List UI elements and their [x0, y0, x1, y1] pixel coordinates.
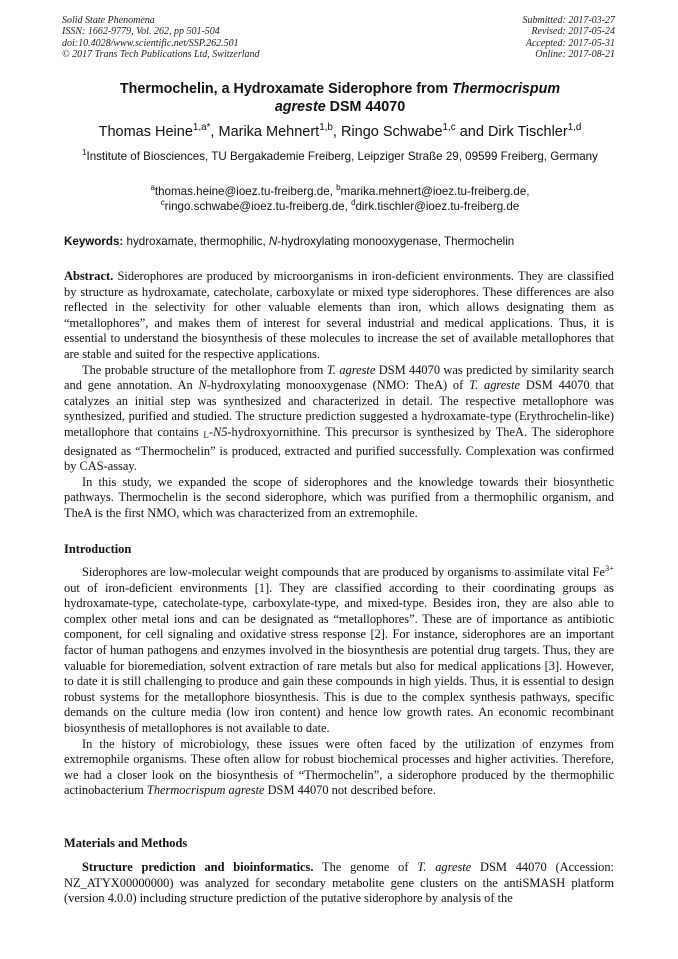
species-name: T. agreste — [417, 860, 472, 874]
email-mark: c — [160, 198, 165, 208]
paragraph-text: DSM 44070 that catalyzes an initial step was synthesized and characterized in detail. The respective metallophore was synthesized, purified and studied. The structure prediction suggested a hydroxamate-type (Erythrochelin-like) metallophore that contains — [64, 378, 614, 439]
paragraph-text: DSM 44070 (Accession: NZ_ATYX00000000) was analyzed for secondary metabolite gene clusters on the antiSMASH platform (version 4.0.0) including structure prediction of the putative siderophore by analysis of the — [64, 860, 614, 906]
affiliation-mark: 1 — [82, 148, 87, 158]
paragraph-text: -hydroxyornithine. This precursor is synthesized by TheA. The siderophore designated as “Thermochelin” is produced, extracted and purified successfully. Complexation was confirmed by CAS-assay. — [64, 424, 614, 474]
section-heading-methods: Materials and Methods — [64, 836, 188, 850]
keywords-label: Keywords: — [64, 235, 124, 248]
title-strain: DSM 44070 — [325, 98, 406, 115]
body-paragraph — [64, 737, 614, 799]
author-separator: , — [332, 124, 341, 140]
section-heading-introduction: Introduction — [64, 542, 132, 556]
italic-text: N5 — [212, 424, 228, 439]
keywords — [64, 235, 624, 248]
keywords-italic: N — [268, 235, 278, 248]
submitted-date: Submitted: 2017-03-27 — [522, 15, 615, 26]
title-line-2 — [60, 99, 620, 117]
paragraph-text: Siderophores are produced by microorganisms in iron-deficient environments. They are classified by structure as hydroxamate, catecholate, carboxylate or mixed type siderophores. These differences are also reflected in the selectivity for other valuable elements than iron, which allows designating them as “metallophores”, and makes them of interest for several industrial and medical applications. Thus, it is essential to understand the biosynthesis of these molecules to increase the set of available metallophores that are stable and suited for the respective applications. — [64, 269, 614, 361]
author-list — [40, 124, 640, 140]
email-line-1 — [80, 184, 600, 199]
doi-line[interactable]: doi:10.4028/www.scientific.net/SSP.262.501 — [62, 37, 239, 49]
body-paragraph — [64, 860, 614, 907]
smallcap-text: L — [203, 429, 209, 440]
abstract-paragraph — [64, 363, 614, 475]
issn-line: ISSN: 1662-9779, Vol. 262, pp 501-504 — [62, 26, 220, 38]
italic-text: N — [198, 378, 207, 393]
title-line-1 — [60, 81, 620, 99]
revised-date: Revised: 2017-05-24 — [531, 26, 615, 38]
author-name: Dirk Tischler — [487, 124, 568, 140]
paragraph-text: - — [208, 424, 213, 439]
subsection-label: Structure prediction and bioinformatics. — [82, 860, 314, 874]
author-affil-mark: 1,c — [442, 122, 456, 134]
abstract-paragraph — [64, 269, 614, 363]
email-mark: b — [336, 183, 341, 193]
affiliation — [80, 149, 600, 165]
author-affil-mark: 1,d — [567, 122, 582, 134]
author-name: Thomas Heine — [98, 124, 193, 140]
author-separator: , — [210, 124, 219, 140]
author-name: Marika Mehnert — [218, 124, 320, 140]
species-name: T. agreste — [469, 378, 521, 393]
paragraph-text: out of iron-deficient environments [1]. They are classified according to their coordinating groups as hydroxamate-type, catecholate-type, carboxylate-type, and mixed-type. Besides iron, they are also able to complex other metal ions and can be designated as “metallophores”. These are of importance as antibiotic component, for cell signaling and oxidative stress response [2]. For instance, siderophores are an important factor of human pathogens and enzymes involved in the biosynthesis are potential drug targets. Thus, they are valuable for bioremediation, solvent extraction of rare metals but also for medical applications [3]. However, to date it is still challenging to produce and gain these compounds in high yields. Thus, it is essential to design robust systems for the metallophore biosynthesis. This is due to the complex synthesis pathways, specific demands on the culture media (low iron content) and hence low growth rates. An economic recombinant biosynthesis of metallophores is not available to date. — [64, 580, 614, 735]
abstract — [64, 269, 614, 522]
body-paragraph — [64, 562, 614, 737]
email-address[interactable]: dirk.tischler@ioez.tu-freiberg.de — [355, 200, 520, 213]
keywords-text: hydroxamate, thermophilic, — [123, 235, 269, 248]
online-date: Online: 2017-08-21 — [535, 49, 615, 61]
author — [218, 124, 332, 140]
title-genus: Thermocrispum — [452, 81, 561, 97]
copyright-line: © 2017 Trans Tech Publications Ltd, Switzerland — [62, 49, 260, 61]
email-list — [80, 184, 600, 214]
email-address[interactable]: thomas.heine@ioez.tu-freiberg.de, — [154, 185, 337, 198]
author-affil-mark: 1,a* — [192, 122, 211, 134]
abstract-label: Abstract. — [64, 269, 114, 283]
species-name: T. agreste — [326, 362, 376, 377]
affiliation-text: Institute of Biosciences, TU Bergakademie Freiberg, Leipziger Straße 29, 09599 Freiberg, Germany — [86, 150, 598, 163]
title-text: Thermochelin, a Hydroxamate Siderophore from — [119, 81, 453, 97]
paragraph-text: -hydroxylating monooxygenase (NMO: TheA) of — [206, 378, 470, 393]
paper-title — [60, 81, 620, 116]
paragraph-text: In the history of microbiology, these issues were often faced by the utilization of enzymes from extremophile organisms. These often allow for robust biochemical processes and higher activities. Therefore, we had a closer look on the biosynthesis of “Thermochelin”, a siderophore produced by the thermophilic actinobacterium — [64, 736, 614, 798]
author — [341, 124, 456, 140]
publication-dates — [523, 15, 616, 61]
paragraph-text: Siderophores are low-molecular weight compounds that are produced by organisms to assimilate vital Fe — [82, 565, 606, 579]
author-name: Ringo Schwabe — [340, 124, 443, 140]
journal-name: Solid State Phenomena — [62, 15, 155, 26]
email-address[interactable]: ringo.schwabe@ioez.tu-freiberg.de, — [164, 200, 352, 213]
abstract-paragraph: In this study, we expanded the scope of siderophores and the knowledge towards their biosynthetic pathways. Thermochelin is the second siderophore, which was purified from a thermophilic organism, and TheA is the first NMO, which was characterized from an extremophile. — [64, 474, 614, 520]
superscript: 3+ — [605, 562, 614, 573]
paragraph-text: The genome of — [313, 860, 418, 874]
species-name: Thermocrispum agreste — [146, 783, 265, 798]
email-line-2 — [80, 199, 600, 214]
introduction — [64, 562, 614, 799]
author-affil-mark: 1,b — [319, 122, 333, 134]
email-mark: d — [351, 198, 356, 208]
title-species: agreste — [274, 98, 326, 115]
methods — [64, 860, 614, 907]
accepted-date: Accepted: 2017-05-31 — [525, 37, 615, 49]
author-separator: and — [455, 124, 488, 140]
journal-info — [62, 15, 260, 61]
email-mark: a — [150, 183, 155, 193]
paragraph-text: DSM 44070 not described before. — [264, 783, 436, 798]
author — [99, 124, 211, 140]
paragraph-text: DSM 44070 was predicted by similarity search and gene annotation. An — [64, 362, 615, 393]
author — [488, 124, 581, 140]
keywords-text: -hydroxylating monooxygenase, Thermochelin — [277, 235, 515, 248]
email-address[interactable]: marika.mehnert@ioez.tu-freiberg.de, — [340, 185, 530, 198]
paragraph-text: The probable structure of the metallophore from — [82, 362, 327, 377]
